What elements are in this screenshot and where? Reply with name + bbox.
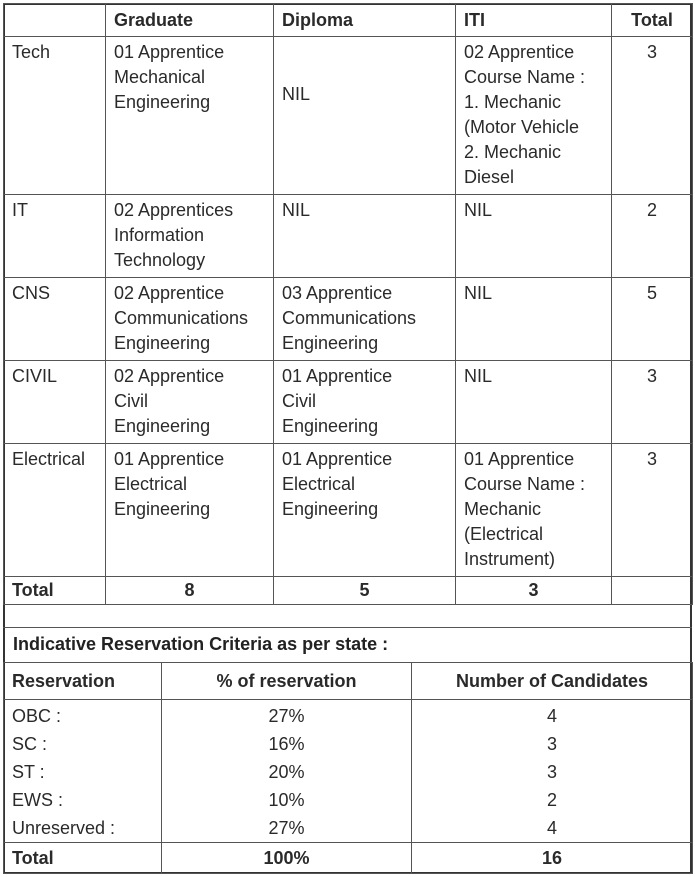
row-total: 5 <box>612 278 693 361</box>
cell-line: Electrical <box>282 474 356 494</box>
reservation-count: 3 <box>412 730 693 758</box>
totals-graduate: 8 <box>106 577 274 605</box>
cell-line: 02 Apprentice <box>114 283 225 303</box>
reservation-category: SC : <box>4 730 162 758</box>
table-row <box>4 195 693 278</box>
cell-line: (Electrical <box>464 524 544 544</box>
cell-line: NIL <box>282 84 311 104</box>
cell-line: (Motor Vehicle <box>464 117 580 137</box>
cell-diploma <box>274 37 456 195</box>
table-row <box>4 278 693 361</box>
cell-line: 01 Apprentice <box>114 449 225 469</box>
header-total: Total <box>612 4 693 37</box>
reservation-percent: 27% <box>162 700 412 731</box>
row-label: CNS <box>4 278 106 361</box>
reservation-total-percent: 100% <box>162 843 412 874</box>
reservation-header-count: Number of Candidates <box>412 663 693 700</box>
row-label: Electrical <box>4 444 106 577</box>
totals-iti: 3 <box>456 577 612 605</box>
reservation-count: 4 <box>412 814 693 843</box>
cell-line: Communications <box>114 308 249 328</box>
reservation-row <box>4 758 693 786</box>
cell-line: 02 Apprentice <box>114 366 225 386</box>
cell-line: Engineering <box>114 499 211 519</box>
cell-line: Engineering <box>282 416 379 436</box>
reservation-heading: Indicative Reservation Criteria as per state : <box>3 627 692 663</box>
reservation-header-percent: % of reservation <box>162 663 412 700</box>
cell-line: Diesel <box>464 167 515 187</box>
header-iti: ITI <box>456 4 612 37</box>
reservation-count: 2 <box>412 786 693 814</box>
totals-row <box>4 577 693 605</box>
cell-line: Civil <box>282 391 316 411</box>
reservation-category: OBC : <box>4 700 162 731</box>
cell-line: NIL <box>464 200 493 220</box>
reservation-category: ST : <box>4 758 162 786</box>
reservation-header-row <box>4 663 693 700</box>
cell-iti <box>456 278 612 361</box>
cell-iti <box>456 37 612 195</box>
row-label: CIVIL <box>4 361 106 444</box>
reservation-row <box>4 786 693 814</box>
cell-iti <box>456 195 612 278</box>
reservation-percent: 27% <box>162 814 412 843</box>
cell-line: Engineering <box>114 333 211 353</box>
cell-line: Electrical <box>114 474 188 494</box>
cell-iti <box>456 444 612 577</box>
apprentice-distribution-table <box>3 3 693 605</box>
cell-line: Engineering <box>282 333 379 353</box>
cell-line: 02 Apprentices <box>114 200 234 220</box>
table-row <box>4 361 693 444</box>
cell-diploma <box>274 361 456 444</box>
reservation-percent: 20% <box>162 758 412 786</box>
cell-line: 2. Mechanic <box>464 142 562 162</box>
reservation-header-category: Reservation <box>4 663 162 700</box>
reservation-total-row <box>4 843 693 874</box>
cell-graduate <box>106 195 274 278</box>
cell-line: Engineering <box>282 499 379 519</box>
cell-graduate <box>106 37 274 195</box>
header-graduate: Graduate <box>106 4 274 37</box>
row-total: 3 <box>612 444 693 577</box>
cell-line: Civil <box>114 391 148 411</box>
cell-graduate <box>106 444 274 577</box>
reservation-total-label: Total <box>4 843 162 874</box>
cell-line: Communications <box>282 308 417 328</box>
cell-line: Engineering <box>114 92 211 112</box>
row-label: IT <box>4 195 106 278</box>
row-total: 2 <box>612 195 693 278</box>
row-label: Tech <box>4 37 106 195</box>
row-total: 3 <box>612 37 693 195</box>
cell-line: Course Name : <box>464 67 586 87</box>
cell-line: Mechanical <box>114 67 206 87</box>
cell-line: Technology <box>114 250 206 270</box>
cell-line: Engineering <box>114 416 211 436</box>
cell-line: Mechanic <box>464 499 542 519</box>
cell-line: 01 Apprentice <box>464 449 575 469</box>
table-row <box>4 37 693 195</box>
reservation-count: 3 <box>412 758 693 786</box>
reservation-count: 4 <box>412 700 693 731</box>
cell-line: 03 Apprentice <box>282 283 393 303</box>
cell-diploma <box>274 195 456 278</box>
reservation-total-count: 16 <box>412 843 693 874</box>
totals-total <box>612 577 693 605</box>
cell-graduate <box>106 361 274 444</box>
header-diploma: Diploma <box>274 4 456 37</box>
reservation-percent: 10% <box>162 786 412 814</box>
cell-line: NIL <box>464 366 493 386</box>
table-row <box>4 444 693 577</box>
cell-line: Instrument) <box>464 549 556 569</box>
cell-line: 01 Apprentice <box>282 366 393 386</box>
reservation-row <box>4 814 693 843</box>
cell-line: 02 Apprentice <box>464 42 575 62</box>
reservation-row <box>4 730 693 758</box>
reservation-row <box>4 700 693 731</box>
cell-line: NIL <box>282 200 311 220</box>
cell-line: 1. Mechanic <box>464 92 562 112</box>
cell-iti <box>456 361 612 444</box>
cell-line: 01 Apprentice <box>114 42 225 62</box>
reservation-category: Unreserved : <box>4 814 162 843</box>
header-blank <box>4 4 106 37</box>
row-total: 3 <box>612 361 693 444</box>
reservation-category: EWS : <box>4 786 162 814</box>
totals-label: Total <box>4 577 106 605</box>
reservation-percent: 16% <box>162 730 412 758</box>
cell-line: 01 Apprentice <box>282 449 393 469</box>
cell-diploma <box>274 278 456 361</box>
totals-diploma: 5 <box>274 577 456 605</box>
cell-line: NIL <box>464 283 493 303</box>
cell-line: Information <box>114 225 205 245</box>
cell-line: Course Name : <box>464 474 586 494</box>
cell-diploma <box>274 444 456 577</box>
table-header-row <box>4 4 693 37</box>
reservation-table <box>3 662 693 874</box>
cell-graduate <box>106 278 274 361</box>
